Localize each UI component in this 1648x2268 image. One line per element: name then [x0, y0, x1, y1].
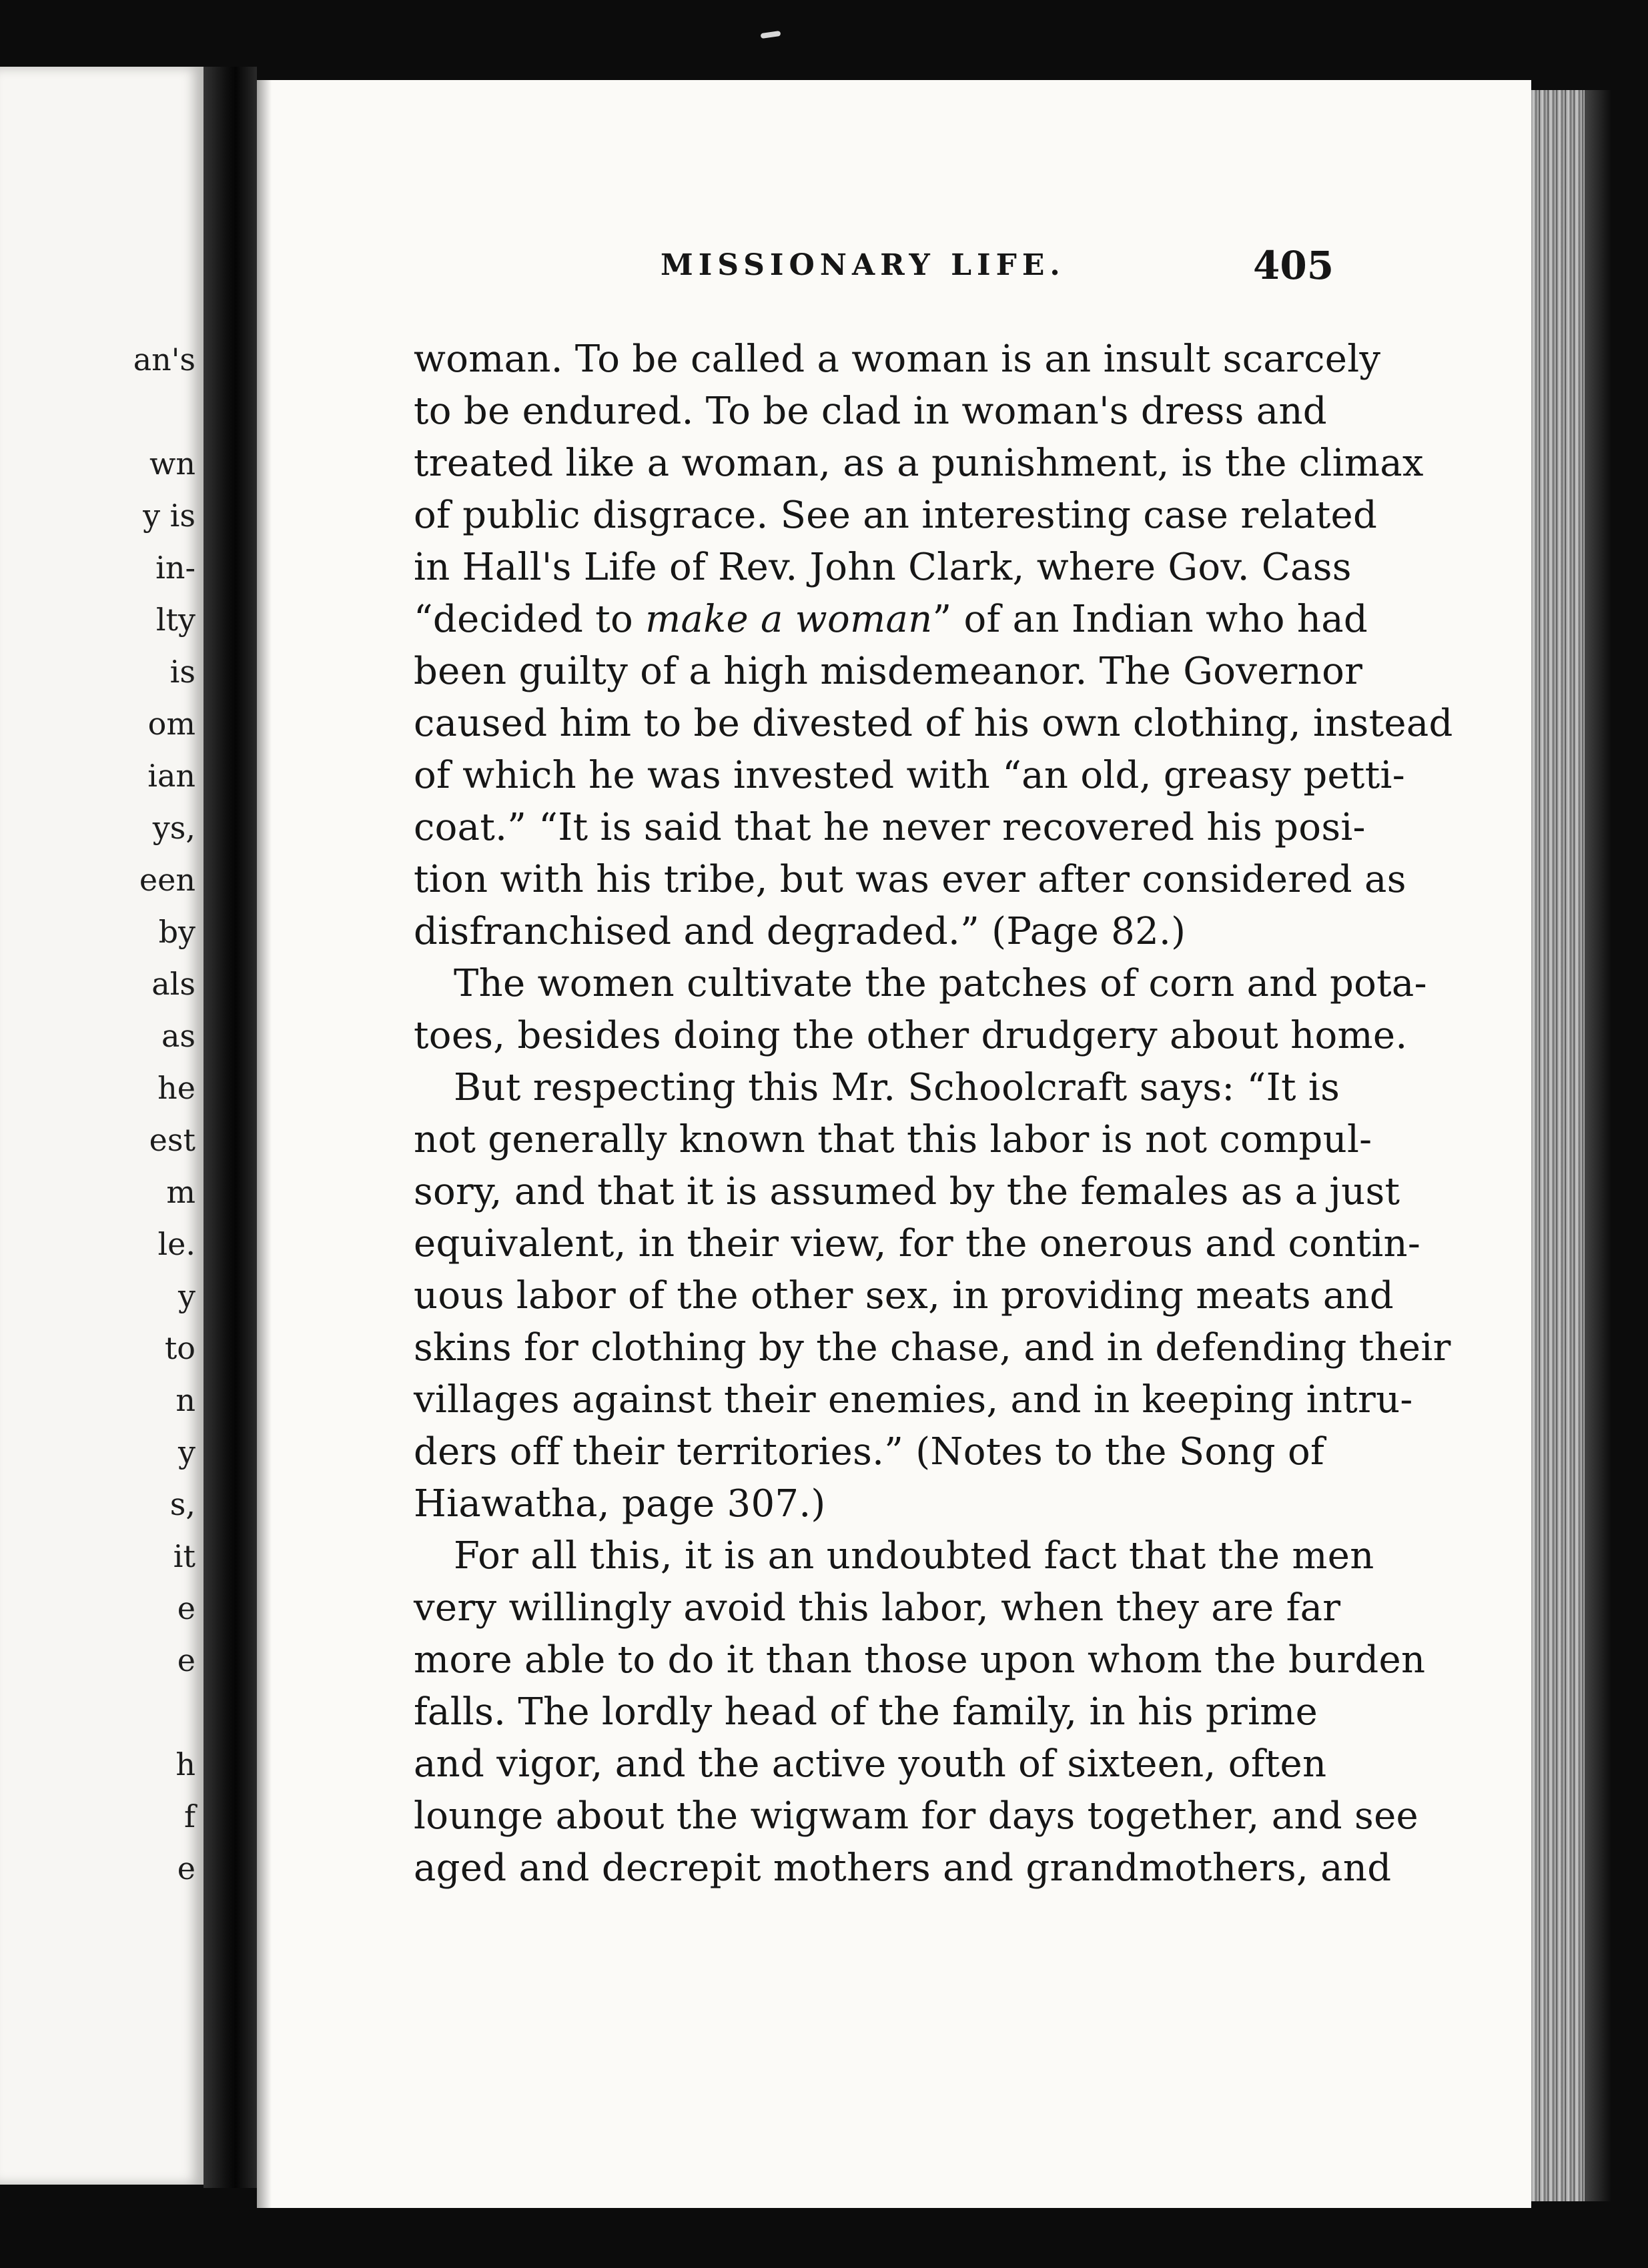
text-line: to be endured. To be clad in woman's dress and	[414, 390, 1327, 433]
text-line: aged and decrepit mothers and grandmothers, and	[414, 1846, 1392, 1890]
text-line: more able to do it than those upon whom the burden	[414, 1638, 1426, 1682]
text-line: very willingly avoid this labor, when they are far	[414, 1586, 1341, 1630]
left-page-fragment: in-	[155, 550, 195, 586]
text-line: woman. To be called a woman is an insult scarcely	[414, 338, 1381, 381]
facing-page-left	[0, 67, 203, 2185]
left-page-fragment: an's	[133, 342, 195, 378]
left-page-fragment: est	[149, 1122, 195, 1158]
text-line: villages against their enemies, and in keeping intru-	[414, 1378, 1413, 1422]
page-number: 405	[1253, 243, 1334, 288]
left-page-fragment: as	[161, 1018, 195, 1054]
text-line: falls. The lordly head of the family, in his prime	[414, 1690, 1318, 1734]
left-page-fragment: om	[147, 706, 195, 742]
left-page-fragment: to	[164, 1330, 195, 1366]
paragraph	[414, 1062, 1451, 1530]
left-page-fragment: als	[151, 966, 195, 1002]
book-gutter	[203, 67, 257, 2188]
left-page-fragment: s,	[169, 1486, 195, 1522]
paragraph	[414, 334, 1453, 958]
text-line: equivalent, in their view, for the onerous and contin-	[414, 1222, 1421, 1265]
left-page-fragment: f	[183, 1798, 195, 1834]
left-page-fragment: m	[166, 1174, 195, 1210]
text-line: and vigor, and the active youth of sixteen, often	[414, 1742, 1327, 1786]
text-line: coat.” “It is said that he never recovered his posi-	[414, 806, 1366, 849]
text-line: treated like a woman, as a punishment, is the climax	[414, 442, 1424, 485]
text-line: The women cultivate the patches of corn and pota-	[454, 962, 1427, 1005]
left-page-fragment: e	[177, 1590, 195, 1626]
text-line: uous labor of the other sex, in providing meats and	[414, 1274, 1394, 1317]
text-line: been guilty of a high misdemeanor. The Governor	[414, 650, 1363, 693]
left-page-fragment: een	[139, 862, 195, 898]
left-page-fragment: ian	[147, 758, 195, 794]
scan-speck	[761, 31, 781, 39]
body-text	[414, 334, 1453, 1894]
left-page-fragment: n	[175, 1382, 195, 1418]
paragraph	[414, 958, 1427, 1062]
left-page-fragment: le.	[157, 1226, 195, 1262]
text-line: disfranchised and degraded.” (Page 82.)	[414, 910, 1186, 953]
left-page-fragment: y	[178, 1278, 195, 1314]
text-line: skins for clothing by the chase, and in defending their	[414, 1326, 1451, 1369]
text-line: of which he was invested with “an old, greasy petti-	[414, 754, 1405, 797]
left-page-fragment: wn	[149, 446, 195, 482]
text-line: Hiawatha, page 307.)	[414, 1482, 826, 1526]
left-page-fragment: ys,	[152, 810, 195, 846]
text-line: lounge about the wigwam for days together, and see	[414, 1794, 1418, 1838]
left-page-fragment: y	[178, 1434, 195, 1470]
text-line: tion with his tribe, but was ever after considered as	[414, 858, 1406, 901]
left-page-fragment: h	[175, 1746, 195, 1782]
page-edges	[1531, 90, 1611, 2201]
text-line: not generally known that this labor is not compul-	[414, 1118, 1372, 1161]
paragraph	[414, 1530, 1426, 1894]
text-line: For all this, it is an undoubted fact that the men	[454, 1534, 1374, 1578]
text-line: sory, and that it is assumed by the females as a just	[414, 1170, 1400, 1213]
text-line: “decided to make a woman” of an Indian who had	[414, 598, 1368, 641]
left-page-fragment: it	[173, 1538, 195, 1574]
left-page-fragment: he	[157, 1070, 195, 1106]
text-line: toes, besides doing the other drudgery about home.	[414, 1014, 1408, 1057]
text-line: in Hall's Life of Rev. John Clark, where Gov. Cass	[414, 546, 1352, 589]
running-title: MISSIONARY LIFE.	[661, 248, 1066, 282]
text-line: ders off their territories.” (Notes to the Song of	[414, 1430, 1325, 1474]
text-line: caused him to be divested of his own clothing, instead	[414, 702, 1453, 745]
left-page-fragment: is	[169, 654, 195, 690]
left-page-fragment: lty	[155, 602, 195, 638]
left-page-fragment: y is	[143, 498, 195, 534]
left-page-fragment: e	[177, 1642, 195, 1678]
left-page-fragment: e	[177, 1850, 195, 1886]
left-page-fragment: by	[158, 914, 195, 950]
text-line: of public disgrace. See an interesting case related	[414, 494, 1378, 537]
text-line: But respecting this Mr. Schoolcraft says: “It is	[454, 1066, 1340, 1109]
